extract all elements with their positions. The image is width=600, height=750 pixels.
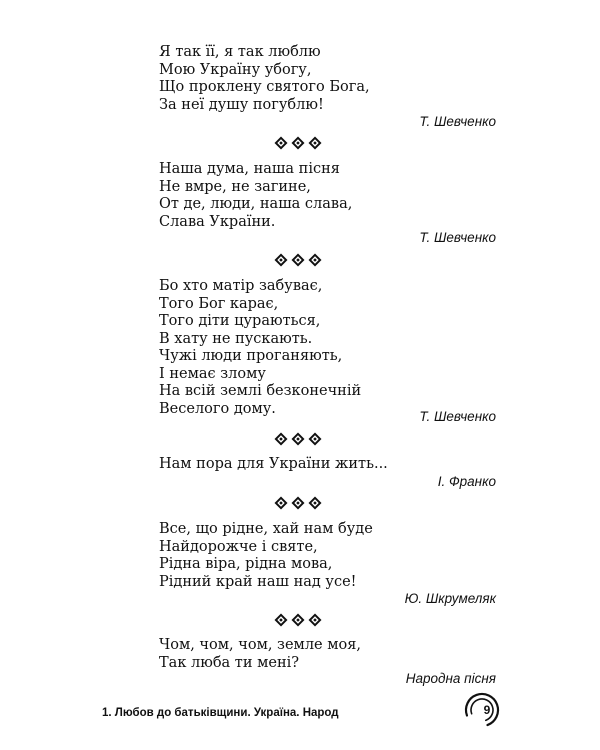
- diamond-ornament-icon: [308, 496, 322, 510]
- poem-6: [159, 637, 489, 672]
- verse-line: Рідний край наш над усе!: [159, 573, 357, 590]
- verse-line: Не вмре, не загине,: [159, 178, 311, 195]
- diamond-ornament-icon: [291, 496, 305, 510]
- verse-line: І немає злому: [159, 365, 266, 382]
- poem-6-author: Народна пісня: [405, 671, 496, 686]
- poem-3: [159, 278, 489, 418]
- diamond-ornament-icon: [308, 613, 322, 627]
- diamond-ornament-icon: [308, 432, 322, 446]
- section-divider: [274, 496, 322, 510]
- verse-line: В хату не пускають.: [159, 330, 313, 347]
- diamond-ornament-icon: [274, 253, 288, 267]
- poem-5-author: Ю. Шкрумеляк: [404, 591, 496, 606]
- verse-line: Мою Україну убогу,: [159, 61, 312, 78]
- verse-line: На всій землі безконечній: [159, 383, 362, 399]
- poem-4-author: І. Франко: [437, 474, 496, 489]
- verse-line: Рідна віра, рідна мова,: [159, 556, 333, 572]
- verse-line: Бо хто матір забуває,: [159, 278, 323, 294]
- verse-line: Наша дума, наша пісня: [159, 161, 340, 177]
- diamond-ornament-icon: [308, 253, 322, 267]
- verse-line: Того діти цураються,: [159, 313, 321, 329]
- verse-line: Того Бог карає,: [159, 295, 279, 312]
- diamond-ornament-icon: [291, 432, 305, 446]
- section-divider: [274, 613, 322, 627]
- section-divider: [274, 432, 322, 446]
- poem-5: [159, 521, 489, 591]
- verse-line: Так люба ти мені?: [159, 654, 300, 671]
- diamond-ornament-icon: [291, 253, 305, 267]
- diamond-ornament-icon: [291, 613, 305, 627]
- poem-2-author: Т. Шевченко: [419, 230, 496, 245]
- poem-3-author: Т. Шевченко: [419, 409, 496, 424]
- diamond-ornament-icon: [274, 496, 288, 510]
- diamond-ornament-icon: [291, 136, 305, 150]
- verse-line: Чом, чом, чом, земле моя,: [159, 637, 361, 653]
- poem-1: [159, 44, 489, 114]
- verse-line: От де, люди, наша слава,: [159, 196, 353, 212]
- poem-1-author: Т. Шевченко: [419, 114, 496, 129]
- poem-2: [159, 161, 489, 231]
- verse-line: Чужі люди проганяють,: [159, 348, 343, 364]
- diamond-ornament-icon: [308, 136, 322, 150]
- page-number-badge: [462, 690, 502, 730]
- poem-4: [159, 456, 489, 474]
- verse-line: Я так її, я так люблю: [159, 44, 321, 60]
- section-divider: [274, 136, 322, 150]
- verse-line: Слава України.: [159, 213, 276, 230]
- verse-line: Нам пора для України жить...: [159, 456, 388, 472]
- verse-line: Все, що рідне, хай нам буде: [159, 521, 373, 537]
- verse-line: Найдорожче і святе,: [159, 538, 318, 555]
- diamond-ornament-icon: [274, 136, 288, 150]
- verse-line: Що проклену святого Бога,: [159, 79, 370, 95]
- diamond-ornament-icon: [274, 613, 288, 627]
- verse-line: За неї душу погублю!: [159, 96, 324, 113]
- section-divider: [274, 253, 322, 267]
- verse-line: Веселого дому.: [159, 400, 276, 417]
- diamond-ornament-icon: [274, 432, 288, 446]
- page-number: 9: [483, 703, 491, 717]
- chapter-footer-title: 1. Любов до батьківщини. Україна. Народ: [102, 707, 339, 719]
